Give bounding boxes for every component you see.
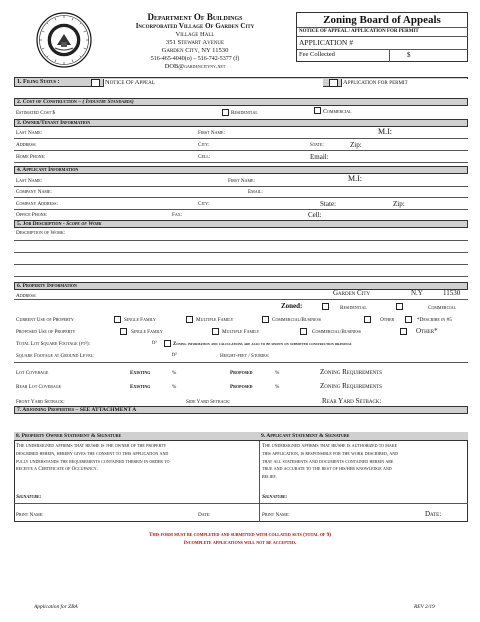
section-6-header: 6. Property Information <box>14 282 468 290</box>
commercial-cost-checkbox[interactable] <box>314 107 321 114</box>
describe-checkbox[interactable] <box>405 316 412 323</box>
application-for-permit-checkbox[interactable] <box>329 79 338 87</box>
filing-status-row <box>14 77 468 87</box>
property-state: N.Y <box>411 289 423 297</box>
company-address-label: Company Address: <box>16 201 58 207</box>
application-number-field[interactable] <box>397 37 467 48</box>
application-for-permit-label: Application for permit <box>341 79 468 87</box>
section-9-header: 9. Applicant Statement & Signature <box>259 432 468 441</box>
property-address-label: Address: <box>16 293 37 299</box>
description-of-work-label: Description of Work: <box>16 230 66 236</box>
owner-first-name-label: First Name: <box>198 130 225 136</box>
applicant-statement-line: The undersigned affirms that he/she is authorized to make <box>262 443 398 449</box>
notice-of-appeal-checkbox[interactable] <box>91 79 100 87</box>
applicant-last-name-label: Last Name: <box>16 178 43 184</box>
applicant-mi-label: M.I: <box>348 174 362 183</box>
sqft-ground-level-unit: ft² <box>172 352 177 358</box>
address-line-2: Garden City, NY 11530 <box>161 47 229 54</box>
owner-mi-label: M.I: <box>378 127 392 136</box>
rear-lot-coverage-label: Rear Lot Coverage <box>16 384 62 390</box>
applicant-statement-line: this application, is responsible for the work described, and <box>262 450 399 457</box>
height-stories-label: Height-feet / Stories: <box>220 353 270 359</box>
proposed-single-family-checkbox[interactable] <box>120 328 127 335</box>
filing-status-label: 1. Filing Status : <box>17 79 60 85</box>
applicant-first-name-label: First Name: <box>228 178 255 184</box>
owner-email-label: Email: <box>310 153 329 161</box>
estimated-cost-field[interactable] <box>70 108 220 117</box>
applicant-statement-line: belief. <box>262 474 277 481</box>
section-2-note: ( Industry Standards) <box>82 99 134 105</box>
residential-cost-checkbox[interactable] <box>222 109 229 116</box>
total-lot-sqft-label: Total Lot Square Footage (ft²): <box>16 341 90 347</box>
rear-lot-existing-label: Existing <box>130 384 151 390</box>
section-2-title: 2. Cost of Construction – <box>17 99 82 105</box>
lot-coverage-proposed-percent: % <box>275 370 280 376</box>
owner-home-phone-label: Home Phone: <box>16 154 46 160</box>
rear-yard-setback-label: Rear Yard Setback: <box>322 397 382 405</box>
current-use-label: Current Use of Property <box>16 317 74 323</box>
applicant-city-label: City: <box>198 201 210 207</box>
owner-statement-line: fully understands the requirements contained therein in order to <box>16 458 170 465</box>
applicant-cell-label: Cell: <box>308 211 322 219</box>
lot-coverage-label: Lot Coverage <box>16 370 49 376</box>
owner-print-name-label: Print Name: <box>16 512 44 518</box>
fax-label: Fax: <box>172 212 183 218</box>
total-lot-sqft-unit: ft² <box>152 340 157 346</box>
fee-dollar-sign: $ <box>407 51 411 59</box>
owner-zip-label: Zip: <box>350 141 362 149</box>
owner-signature-field[interactable] <box>52 492 252 501</box>
owner-date-label: Date: <box>198 512 211 518</box>
section-7-header: 7. Adjoining Properties – SEE ATTACHMENT A <box>14 406 468 414</box>
applicant-signature-label: Signature: <box>262 494 288 500</box>
proposed-multiple-family-label: Multiple Family <box>222 329 260 335</box>
commercial-cost-label: Commercial <box>323 109 352 115</box>
village-seal <box>36 12 92 68</box>
proposed-commercial-business-checkbox[interactable] <box>300 328 307 335</box>
zoning-calc-note: Zoning information and calculations are also to be shown on submitted construction drawings <box>173 342 352 347</box>
proposed-multiple-family-checkbox[interactable] <box>212 328 219 335</box>
company-name-label: Company Name: <box>16 189 52 195</box>
section-2-header <box>14 98 468 106</box>
zoned-residential-label: Residential <box>340 305 367 311</box>
village-hall: Village Hall <box>175 31 215 38</box>
fee-collected-field[interactable] <box>415 50 467 61</box>
application-number-label: APPLICATION # <box>299 38 353 47</box>
section-4-header: 4. Applicant Information <box>14 166 468 174</box>
rear-lot-zoning-req: Zoning Requirements <box>320 382 383 390</box>
estimated-cost-label: Estimated Cost $ <box>16 110 56 116</box>
applicant-statement-text <box>262 443 466 482</box>
zoned-label: Zoned: <box>281 302 303 310</box>
current-commercial-business-label: Commercial/Business <box>272 317 322 323</box>
zoned-commercial-label: Commercial <box>428 305 456 311</box>
lot-coverage-zoning-req: Zoning Requirements <box>320 368 383 376</box>
owner-signature-label: Signature: <box>16 494 42 500</box>
office-phone-label: Office Phone: <box>16 212 48 218</box>
current-multiple-family-label: Multiple Family <box>196 317 234 323</box>
zba-title: Zoning Board of Appeals <box>323 14 441 26</box>
email-line: DOB@gardencityny.net <box>164 63 226 70</box>
submission-notice-line-1: This form must be completed and submitted with collated sets (total of 9) <box>149 532 331 538</box>
current-single-family-label: Single Family <box>124 317 156 323</box>
owner-address-label: Address: <box>16 142 37 148</box>
current-multiple-family-checkbox[interactable] <box>186 316 193 323</box>
section-5-title: 5. Job Description - <box>17 221 65 227</box>
section-5-header <box>14 220 468 228</box>
applicant-signature-field[interactable] <box>298 492 463 501</box>
proposed-use-label: Proposed Use of Property <box>16 329 76 335</box>
describe-note: *Describe in #5 <box>417 317 452 323</box>
zoned-commercial-checkbox[interactable] <box>396 303 403 310</box>
residential-cost-label: Residential <box>231 110 258 116</box>
current-commercial-business-checkbox[interactable] <box>262 316 269 323</box>
property-city: Garden City <box>333 289 371 297</box>
owner-state-label: State: <box>310 142 324 148</box>
owner-statement-line: described herein, hereby gives the consent to this application and <box>16 450 169 457</box>
applicant-state-label: State: <box>320 200 336 208</box>
proposed-single-family-label: Single Family <box>131 329 163 335</box>
owner-statement-text <box>16 443 256 474</box>
applicant-print-name-label: Print Name: <box>262 512 290 518</box>
owner-cell-label: Cell: <box>198 154 211 160</box>
owner-statement-line: The undersigned affirms that he/she is the owner of the property <box>16 443 167 449</box>
lot-coverage-existing-label: Existing <box>130 370 151 376</box>
owner-statement-line: receive a Certificate of Occupancy. <box>16 466 98 473</box>
applicant-date-label: Date: <box>425 510 442 518</box>
rear-lot-proposed-label: Proposed <box>230 384 253 390</box>
side-yard-setback-label: Side Yard Setback: <box>186 399 231 405</box>
rear-lot-existing-percent: % <box>172 384 177 390</box>
current-other-checkbox[interactable] <box>364 316 371 323</box>
lot-coverage-existing-percent: % <box>172 370 177 376</box>
applicant-statement-line: true and accurate to the best of his/her knowledge and <box>262 466 392 473</box>
front-yard-setback-label: Front Yard Setback: <box>16 399 65 405</box>
dept-title: Department Of Buildings <box>147 12 243 22</box>
section-3-header: 3. Owner/Tenant Information <box>14 119 468 127</box>
footer-left: Application for ZBA <box>34 604 78 610</box>
proposed-other-checkbox[interactable] <box>400 328 407 335</box>
applicant-email-label: Email: <box>248 189 263 195</box>
notice-of-appeal-label: Notice Of Appeal <box>103 79 323 87</box>
zba-subtitle: NOTICE OF APPEAL / APPLICATION FOR PERMIT <box>299 29 419 34</box>
phone-line: 516-465-4040(o) – 516-742-5377 (f) <box>150 56 240 62</box>
zba-box <box>296 12 468 62</box>
owner-city-label: City: <box>198 142 210 148</box>
proposed-commercial-business-label: Commercial/Business <box>312 329 362 335</box>
submission-notice <box>0 531 480 547</box>
section-8-header: 8. Property Owner Statement & Signature <box>14 432 259 441</box>
rear-lot-proposed-percent: % <box>275 384 280 390</box>
lot-coverage-proposed-label: Proposed <box>230 370 253 376</box>
village-name: Incorporated Village Of Garden City <box>135 22 255 30</box>
submission-notice-line-2: Incomplete applications will not be accepted. <box>183 540 297 546</box>
footer-right: REV 2/19 <box>414 604 435 610</box>
zoned-residential-checkbox[interactable] <box>322 303 329 310</box>
owner-last-name-label: Last Name: <box>16 130 43 136</box>
current-single-family-checkbox[interactable] <box>114 316 121 323</box>
section-5-note: Scope of Work <box>66 221 102 227</box>
applicant-statement-line: that all statements and documents contained herein are <box>262 458 394 465</box>
zoning-calc-checkbox[interactable] <box>164 340 171 347</box>
proposed-other-label: Other* <box>416 327 438 335</box>
fee-collected-label: Fee Collected <box>299 51 335 58</box>
current-other-label: Other <box>380 317 395 323</box>
property-zip: 11530 <box>443 289 461 297</box>
applicant-zip-label: Zip: <box>393 200 405 208</box>
address-line-1: 351 Stewart Avenue <box>165 39 225 46</box>
sqft-ground-level-label: Square Footage at Ground Level: <box>16 353 95 359</box>
